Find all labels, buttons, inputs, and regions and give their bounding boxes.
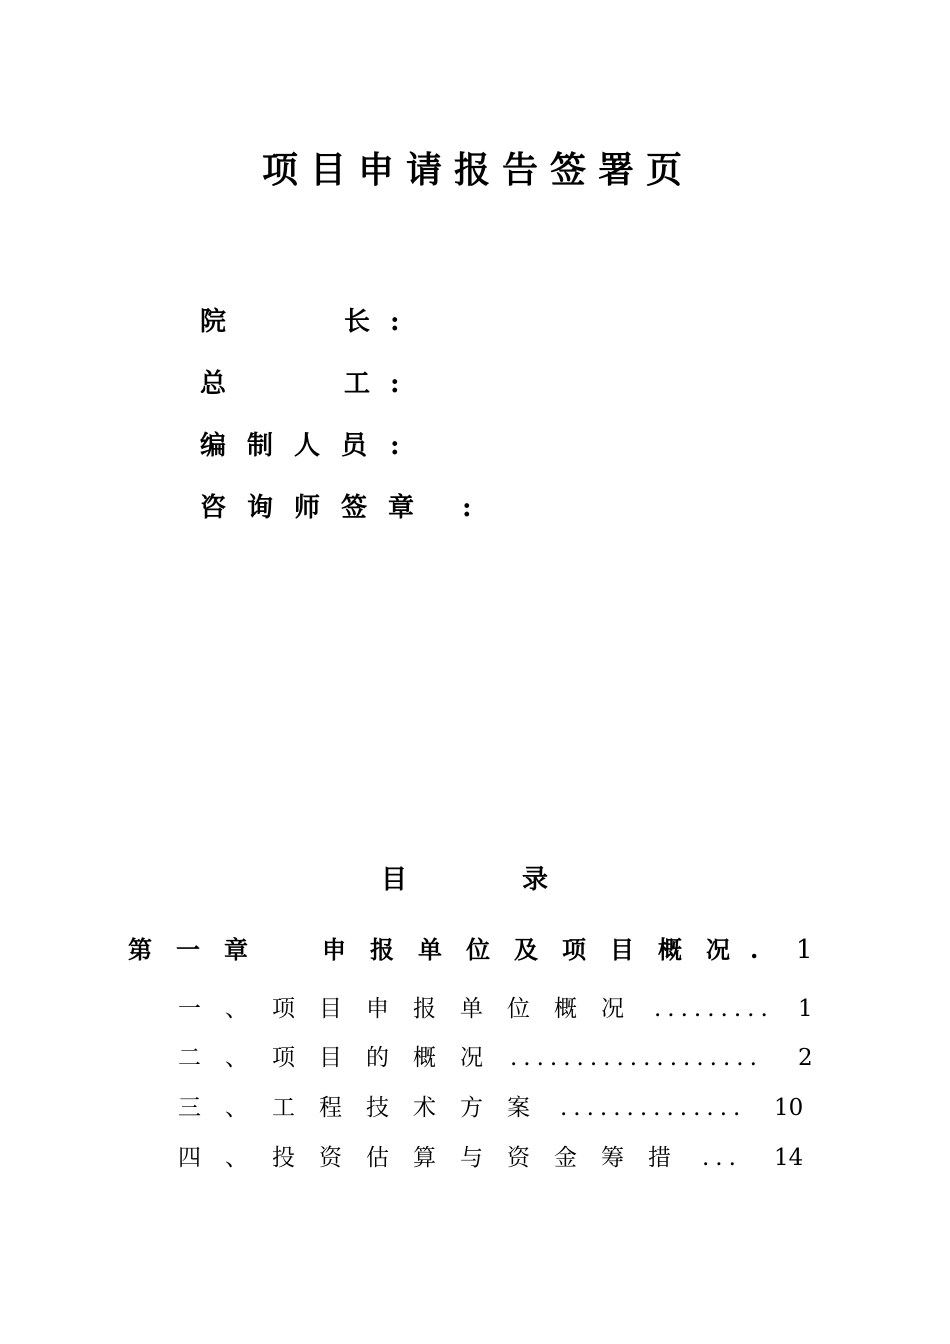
toc-item[interactable] — [178, 992, 828, 1026]
toc-chapter-entry[interactable] — [128, 932, 828, 968]
president-label-second: 长 — [344, 307, 371, 337]
toc-item-number: 二、 — [178, 1045, 272, 1071]
toc-title-first: 目 — [381, 865, 408, 895]
toc-chapter-title: 申报单位及项目概况 — [322, 935, 754, 964]
toc-item-number: 一、 — [178, 996, 272, 1022]
toc-item-page: 14 — [774, 1145, 804, 1171]
toc-item-title: 项目申报单位概况 — [272, 996, 648, 1022]
toc-item-number: 三、 — [178, 1095, 272, 1121]
page-title: 项目申请报告签署页 — [261, 149, 694, 191]
compilers-colon: : — [390, 431, 400, 461]
toc-item-page: 10 — [774, 1095, 804, 1121]
chief-engineer-colon: : — [390, 369, 400, 399]
toc-item-page: 2 — [798, 1045, 813, 1071]
toc-item-dots: ... — [702, 1145, 742, 1171]
toc-item[interactable] — [178, 1041, 828, 1075]
consultant-label: 咨询师签章 — [200, 493, 436, 523]
toc-item-title: 投资估算与资金筹措 — [272, 1145, 695, 1171]
toc-item[interactable] — [178, 1141, 828, 1175]
compilers-label: 编制人员 — [200, 431, 389, 461]
toc-item-title: 项目的概况 — [272, 1045, 507, 1071]
consultant-colon: : — [462, 493, 472, 523]
toc-item-dots: ......... — [654, 996, 774, 1022]
toc-item-dots: .............. — [560, 1095, 747, 1121]
toc-chapter-page: 1 — [796, 935, 813, 965]
toc-item-dots: ................... — [510, 1045, 763, 1071]
toc-item-title: 工程技术方案 — [272, 1095, 554, 1121]
chief-engineer-label-second: 工 — [344, 369, 371, 399]
toc-item-number: 四、 — [178, 1145, 272, 1171]
toc-title-second: 录 — [522, 865, 549, 895]
president-label-first: 院 — [200, 307, 227, 337]
toc-chapter-dots: . — [750, 935, 765, 964]
toc-item-page: 1 — [798, 996, 813, 1022]
chief-engineer-label-first: 总 — [200, 369, 227, 399]
toc-chapter-number: 第一章 — [128, 935, 272, 964]
toc-item[interactable] — [178, 1091, 828, 1125]
president-colon: : — [390, 307, 400, 337]
